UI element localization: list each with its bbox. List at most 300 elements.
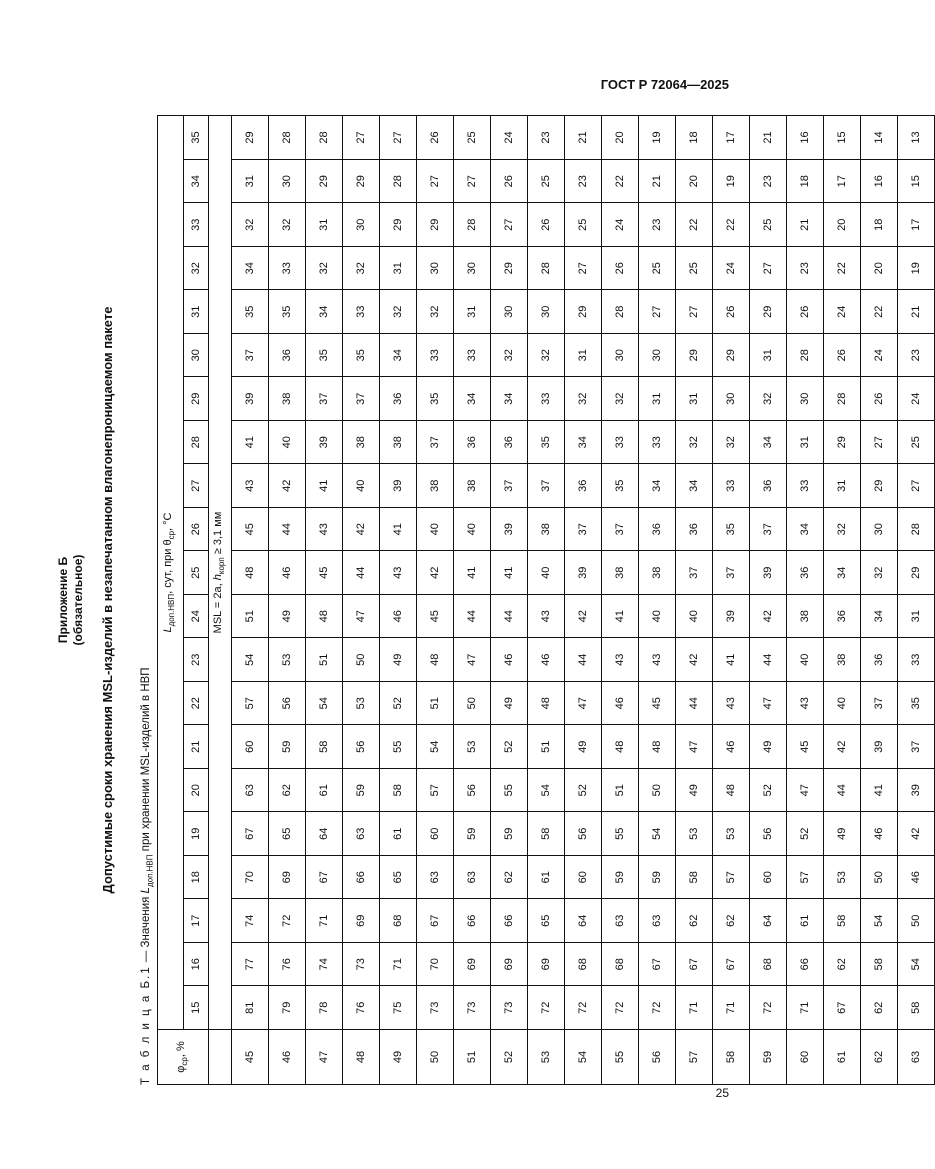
storage-days-cell: 47 xyxy=(565,682,602,726)
storage-days-cell: 29 xyxy=(676,334,713,378)
temperature-header-cell: 19 xyxy=(184,812,209,856)
storage-days-cell: 38 xyxy=(454,464,491,508)
group-header-symbol-sub: доп.НВП xyxy=(167,593,177,627)
storage-days-cell: 27 xyxy=(861,421,898,465)
table-row xyxy=(639,116,676,1085)
table-row xyxy=(528,116,565,1085)
storage-days-cell: 34 xyxy=(750,421,787,465)
storage-days-cell: 29 xyxy=(343,160,380,204)
storage-days-cell: 27 xyxy=(639,290,676,334)
storage-days-cell: 39 xyxy=(380,464,417,508)
storage-days-cell: 37 xyxy=(602,508,639,552)
storage-days-cell: 24 xyxy=(861,334,898,378)
storage-days-cell: 26 xyxy=(528,203,565,247)
storage-days-cell: 67 xyxy=(417,899,454,943)
storage-days-cell: 16 xyxy=(787,116,824,160)
phi-symbol: φ xyxy=(174,1065,187,1073)
table-row xyxy=(750,116,787,1085)
storage-days-cell: 74 xyxy=(232,899,269,943)
storage-days-cell: 55 xyxy=(491,769,528,813)
storage-days-cell: 40 xyxy=(824,682,861,726)
storage-days-cell: 45 xyxy=(787,725,824,769)
storage-days-cell: 44 xyxy=(269,508,306,552)
storage-days-cell: 60 xyxy=(565,856,602,900)
storage-days-cell: 32 xyxy=(269,203,306,247)
storage-days-cell: 36 xyxy=(787,551,824,595)
storage-days-cell: 66 xyxy=(491,899,528,943)
storage-days-cell: 14 xyxy=(861,116,898,160)
storage-days-cell: 31 xyxy=(454,290,491,334)
storage-days-cell: 45 xyxy=(306,551,343,595)
storage-days-cell: 37 xyxy=(306,377,343,421)
storage-days-cell: 50 xyxy=(639,769,676,813)
storage-days-cell: 30 xyxy=(861,508,898,552)
storage-days-cell: 37 xyxy=(750,508,787,552)
storage-days-cell: 49 xyxy=(824,812,861,856)
table-header-row-group xyxy=(158,116,184,1085)
temperature-group-header xyxy=(158,116,184,1030)
storage-days-cell: 48 xyxy=(639,725,676,769)
storage-days-cell: 52 xyxy=(750,769,787,813)
storage-days-cell: 76 xyxy=(269,943,306,987)
storage-days-cell: 53 xyxy=(269,638,306,682)
storage-days-cell: 49 xyxy=(750,725,787,769)
storage-days-cell: 58 xyxy=(861,943,898,987)
storage-days-cell: 70 xyxy=(232,856,269,900)
storage-days-cell: 30 xyxy=(343,203,380,247)
storage-days-cell: 29 xyxy=(713,334,750,378)
group-header-theta-sub: ср xyxy=(167,530,177,540)
storage-days-cell: 41 xyxy=(454,551,491,595)
storage-days-cell: 40 xyxy=(417,508,454,552)
storage-days-cell: 70 xyxy=(417,943,454,987)
storage-days-cell: 67 xyxy=(824,986,861,1030)
storage-days-cell: 33 xyxy=(787,464,824,508)
storage-days-cell: 24 xyxy=(602,203,639,247)
storage-days-cell: 36 xyxy=(861,638,898,682)
storage-days-cell: 20 xyxy=(861,247,898,291)
storage-days-cell: 64 xyxy=(750,899,787,943)
storage-days-cell: 26 xyxy=(861,377,898,421)
storage-days-cell: 26 xyxy=(491,160,528,204)
storage-days-cell: 71 xyxy=(380,943,417,987)
storage-days-cell: 39 xyxy=(491,508,528,552)
storage-days-cell: 30 xyxy=(639,334,676,378)
storage-days-cell: 32 xyxy=(417,290,454,334)
storage-days-cell: 42 xyxy=(565,595,602,639)
storage-days-cell: 53 xyxy=(454,725,491,769)
storage-days-cell: 22 xyxy=(824,247,861,291)
phi-value-cell: 47 xyxy=(306,1030,343,1085)
table-caption-symbol-sub: доп.НВП xyxy=(145,854,155,888)
storage-days-cell: 73 xyxy=(454,986,491,1030)
storage-days-cell: 39 xyxy=(565,551,602,595)
storage-days-cell: 33 xyxy=(528,377,565,421)
storage-days-cell: 69 xyxy=(491,943,528,987)
storage-days-cell: 68 xyxy=(380,899,417,943)
storage-days-cell: 41 xyxy=(602,595,639,639)
table-row xyxy=(232,116,269,1085)
storage-days-cell: 34 xyxy=(676,464,713,508)
storage-days-cell: 25 xyxy=(454,116,491,160)
storage-days-cell: 74 xyxy=(306,943,343,987)
storage-days-cell: 44 xyxy=(454,595,491,639)
storage-days-cell: 45 xyxy=(417,595,454,639)
storage-days-cell: 22 xyxy=(676,203,713,247)
storage-days-cell: 73 xyxy=(491,986,528,1030)
storage-days-cell: 36 xyxy=(824,595,861,639)
storage-days-cell: 48 xyxy=(417,638,454,682)
storage-days-cell: 37 xyxy=(861,682,898,726)
storage-days-cell: 43 xyxy=(380,551,417,595)
storage-days-cell: 34 xyxy=(861,595,898,639)
storage-days-cell: 18 xyxy=(787,160,824,204)
temperature-header-cell: 21 xyxy=(184,725,209,769)
storage-days-cell: 62 xyxy=(269,769,306,813)
storage-days-cell: 38 xyxy=(824,638,861,682)
storage-days-cell: 37 xyxy=(491,464,528,508)
storage-days-cell: 22 xyxy=(861,290,898,334)
group-header-mid: , сут, при θ xyxy=(162,539,175,594)
storage-days-cell: 34 xyxy=(491,377,528,421)
storage-days-cell: 42 xyxy=(269,464,306,508)
storage-days-cell: 43 xyxy=(787,682,824,726)
storage-days-cell: 35 xyxy=(602,464,639,508)
phi-column-header xyxy=(158,1030,209,1085)
table-row xyxy=(269,116,306,1085)
table-row xyxy=(417,116,454,1085)
storage-days-cell: 23 xyxy=(528,116,565,160)
storage-days-cell: 23 xyxy=(750,160,787,204)
storage-days-cell: 38 xyxy=(380,421,417,465)
storage-days-cell: 39 xyxy=(898,769,935,813)
storage-days-cell: 30 xyxy=(454,247,491,291)
storage-days-cell: 49 xyxy=(491,682,528,726)
table-row xyxy=(713,116,750,1085)
storage-days-cell: 25 xyxy=(565,203,602,247)
storage-days-cell: 36 xyxy=(269,334,306,378)
temperature-header-cell: 29 xyxy=(184,377,209,421)
phi-value-cell: 46 xyxy=(269,1030,306,1085)
phi-value-cell: 54 xyxy=(565,1030,602,1085)
storage-days-cell: 35 xyxy=(343,334,380,378)
storage-days-cell: 52 xyxy=(787,812,824,856)
storage-days-cell: 59 xyxy=(491,812,528,856)
storage-days-cell: 41 xyxy=(232,421,269,465)
storage-days-cell: 21 xyxy=(750,116,787,160)
storage-days-cell: 29 xyxy=(898,551,935,595)
appendix-label: Приложение Б xyxy=(56,556,70,644)
storage-days-cell: 29 xyxy=(861,464,898,508)
storage-days-cell: 23 xyxy=(639,203,676,247)
phi-value-cell: 58 xyxy=(713,1030,750,1085)
storage-days-cell: 18 xyxy=(861,203,898,247)
table-row xyxy=(824,116,861,1085)
storage-days-cell: 54 xyxy=(861,899,898,943)
storage-days-cell: 51 xyxy=(602,769,639,813)
temperature-header-cell: 23 xyxy=(184,638,209,682)
storage-days-cell: 29 xyxy=(306,160,343,204)
storage-days-cell: 28 xyxy=(898,508,935,552)
storage-days-cell: 41 xyxy=(380,508,417,552)
temperature-header-cell: 17 xyxy=(184,899,209,943)
storage-days-cell: 69 xyxy=(269,856,306,900)
storage-days-cell: 31 xyxy=(306,203,343,247)
storage-days-cell: 40 xyxy=(269,421,306,465)
storage-days-cell: 30 xyxy=(528,290,565,334)
storage-days-cell: 67 xyxy=(713,943,750,987)
storage-days-cell: 35 xyxy=(269,290,306,334)
storage-days-cell: 15 xyxy=(824,116,861,160)
temperature-header-cell: 22 xyxy=(184,682,209,726)
storage-days-cell: 34 xyxy=(787,508,824,552)
storage-days-cell: 72 xyxy=(750,986,787,1030)
storage-days-cell: 44 xyxy=(750,638,787,682)
storage-days-cell: 62 xyxy=(491,856,528,900)
storage-days-cell: 31 xyxy=(787,421,824,465)
storage-days-cell: 44 xyxy=(491,595,528,639)
storage-days-cell: 31 xyxy=(750,334,787,378)
storage-days-cell: 56 xyxy=(565,812,602,856)
storage-days-cell: 28 xyxy=(454,203,491,247)
storage-days-cell: 31 xyxy=(232,160,269,204)
storage-days-cell: 53 xyxy=(824,856,861,900)
storage-days-cell: 23 xyxy=(898,334,935,378)
storage-time-table xyxy=(157,115,935,1085)
msl-condition-row xyxy=(209,116,232,1085)
storage-days-cell: 32 xyxy=(824,508,861,552)
storage-days-cell: 36 xyxy=(380,377,417,421)
storage-days-cell: 67 xyxy=(639,943,676,987)
storage-days-cell: 64 xyxy=(565,899,602,943)
storage-days-cell: 56 xyxy=(343,725,380,769)
storage-days-cell: 27 xyxy=(898,464,935,508)
storage-days-cell: 52 xyxy=(380,682,417,726)
storage-days-cell: 57 xyxy=(232,682,269,726)
table-row xyxy=(565,116,602,1085)
temperature-header-cell: 30 xyxy=(184,334,209,378)
storage-days-cell: 44 xyxy=(565,638,602,682)
storage-days-cell: 21 xyxy=(639,160,676,204)
storage-days-cell: 49 xyxy=(269,595,306,639)
storage-days-cell: 46 xyxy=(898,856,935,900)
storage-days-cell: 47 xyxy=(343,595,380,639)
storage-days-cell: 66 xyxy=(454,899,491,943)
storage-days-cell: 60 xyxy=(750,856,787,900)
storage-days-cell: 38 xyxy=(343,421,380,465)
storage-days-cell: 40 xyxy=(639,595,676,639)
storage-days-cell: 20 xyxy=(602,116,639,160)
storage-days-cell: 42 xyxy=(898,812,935,856)
storage-days-cell: 75 xyxy=(380,986,417,1030)
storage-days-cell: 42 xyxy=(343,508,380,552)
storage-days-cell: 34 xyxy=(454,377,491,421)
storage-days-cell: 76 xyxy=(343,986,380,1030)
storage-days-cell: 63 xyxy=(639,899,676,943)
storage-days-cell: 72 xyxy=(528,986,565,1030)
phi-value-cell: 63 xyxy=(898,1030,935,1085)
storage-days-cell: 37 xyxy=(528,464,565,508)
storage-days-cell: 65 xyxy=(380,856,417,900)
storage-days-cell: 36 xyxy=(565,464,602,508)
storage-days-cell: 20 xyxy=(824,203,861,247)
storage-days-cell: 71 xyxy=(713,986,750,1030)
storage-days-cell: 27 xyxy=(491,203,528,247)
storage-days-cell: 29 xyxy=(824,421,861,465)
msl-condition-cell xyxy=(209,116,232,1030)
storage-days-cell: 68 xyxy=(602,943,639,987)
storage-days-cell: 61 xyxy=(306,769,343,813)
storage-time-table-body xyxy=(158,116,935,1085)
storage-days-cell: 20 xyxy=(676,160,713,204)
storage-days-cell: 73 xyxy=(343,943,380,987)
storage-days-cell: 38 xyxy=(528,508,565,552)
storage-days-cell: 43 xyxy=(306,508,343,552)
storage-days-cell: 40 xyxy=(454,508,491,552)
msl-suffix: ≥ 3,1 мм xyxy=(211,511,224,558)
storage-days-cell: 26 xyxy=(787,290,824,334)
storage-days-cell: 28 xyxy=(824,377,861,421)
storage-days-cell: 43 xyxy=(639,638,676,682)
storage-days-cell: 43 xyxy=(713,682,750,726)
storage-days-cell: 60 xyxy=(417,812,454,856)
storage-days-cell: 44 xyxy=(343,551,380,595)
storage-days-cell: 32 xyxy=(232,203,269,247)
storage-days-cell: 44 xyxy=(676,682,713,726)
storage-days-cell: 13 xyxy=(898,116,935,160)
storage-days-cell: 49 xyxy=(380,638,417,682)
storage-days-cell: 38 xyxy=(417,464,454,508)
storage-days-cell: 63 xyxy=(232,769,269,813)
phi-value-cell: 48 xyxy=(343,1030,380,1085)
storage-days-cell: 23 xyxy=(565,160,602,204)
phi-value-cell: 56 xyxy=(639,1030,676,1085)
storage-days-cell: 67 xyxy=(306,856,343,900)
storage-days-cell: 58 xyxy=(380,769,417,813)
storage-days-cell: 31 xyxy=(565,334,602,378)
storage-days-cell: 26 xyxy=(417,116,454,160)
storage-days-cell: 33 xyxy=(269,247,306,291)
phi-value-cell: 50 xyxy=(417,1030,454,1085)
storage-days-cell: 81 xyxy=(232,986,269,1030)
storage-days-cell: 57 xyxy=(417,769,454,813)
storage-days-cell: 33 xyxy=(898,638,935,682)
storage-days-cell: 61 xyxy=(787,899,824,943)
storage-days-cell: 62 xyxy=(861,986,898,1030)
table-row xyxy=(898,116,935,1085)
storage-days-cell: 17 xyxy=(898,203,935,247)
storage-days-cell: 32 xyxy=(343,247,380,291)
storage-days-cell: 19 xyxy=(639,116,676,160)
storage-days-cell: 28 xyxy=(306,116,343,160)
storage-days-cell: 59 xyxy=(602,856,639,900)
storage-days-cell: 40 xyxy=(787,638,824,682)
msl-prefix: MSL = 2a, xyxy=(211,580,224,634)
storage-days-cell: 53 xyxy=(676,812,713,856)
storage-days-cell: 36 xyxy=(750,464,787,508)
storage-days-cell: 63 xyxy=(417,856,454,900)
storage-days-cell: 72 xyxy=(269,899,306,943)
storage-days-cell: 58 xyxy=(528,812,565,856)
storage-days-cell: 71 xyxy=(676,986,713,1030)
storage-days-cell: 46 xyxy=(491,638,528,682)
storage-days-cell: 56 xyxy=(269,682,306,726)
storage-days-cell: 41 xyxy=(713,638,750,682)
storage-days-cell: 57 xyxy=(787,856,824,900)
storage-days-cell: 31 xyxy=(676,377,713,421)
storage-days-cell: 56 xyxy=(454,769,491,813)
storage-days-cell: 35 xyxy=(232,290,269,334)
storage-days-cell: 46 xyxy=(602,682,639,726)
storage-days-cell: 27 xyxy=(343,116,380,160)
storage-days-cell: 31 xyxy=(824,464,861,508)
storage-days-cell: 61 xyxy=(528,856,565,900)
storage-days-cell: 27 xyxy=(454,160,491,204)
storage-days-cell: 34 xyxy=(565,421,602,465)
storage-days-cell: 38 xyxy=(639,551,676,595)
temperature-header-cell: 35 xyxy=(184,116,209,160)
storage-days-cell: 32 xyxy=(750,377,787,421)
table-row xyxy=(602,116,639,1085)
storage-days-cell: 42 xyxy=(824,725,861,769)
storage-days-cell: 63 xyxy=(454,856,491,900)
storage-days-cell: 59 xyxy=(269,725,306,769)
storage-days-cell: 53 xyxy=(713,812,750,856)
table-row xyxy=(380,116,417,1085)
phi-value-cell: 49 xyxy=(380,1030,417,1085)
phi-value-cell: 57 xyxy=(676,1030,713,1085)
storage-days-cell: 24 xyxy=(491,116,528,160)
storage-days-cell: 25 xyxy=(528,160,565,204)
storage-days-cell: 59 xyxy=(454,812,491,856)
storage-days-cell: 72 xyxy=(602,986,639,1030)
storage-days-cell: 55 xyxy=(602,812,639,856)
storage-days-cell: 58 xyxy=(676,856,713,900)
storage-days-cell: 48 xyxy=(602,725,639,769)
storage-days-cell: 29 xyxy=(750,290,787,334)
storage-days-cell: 65 xyxy=(528,899,565,943)
table-row xyxy=(491,116,528,1085)
storage-days-cell: 78 xyxy=(306,986,343,1030)
phi-value-cell: 59 xyxy=(750,1030,787,1085)
storage-days-cell: 58 xyxy=(824,899,861,943)
storage-days-cell: 50 xyxy=(343,638,380,682)
storage-days-cell: 33 xyxy=(454,334,491,378)
storage-days-cell: 72 xyxy=(565,986,602,1030)
storage-days-cell: 34 xyxy=(639,464,676,508)
storage-days-cell: 45 xyxy=(639,682,676,726)
temperature-header-cell: 33 xyxy=(184,203,209,247)
appendix-title: Допустимые сроки хранения MSL-изделий в незапечатанном влагонепроницаемом пакете xyxy=(100,306,115,894)
storage-days-cell: 34 xyxy=(380,334,417,378)
storage-days-cell: 43 xyxy=(528,595,565,639)
storage-days-cell: 69 xyxy=(528,943,565,987)
temperature-header-cell: 20 xyxy=(184,769,209,813)
msl-h-symbol: h xyxy=(211,574,224,581)
storage-days-cell: 60 xyxy=(232,725,269,769)
storage-days-cell: 34 xyxy=(232,247,269,291)
storage-days-cell: 27 xyxy=(750,247,787,291)
storage-days-cell: 54 xyxy=(639,812,676,856)
storage-days-cell: 37 xyxy=(232,334,269,378)
storage-days-cell: 79 xyxy=(269,986,306,1030)
storage-days-cell: 48 xyxy=(528,682,565,726)
storage-days-cell: 71 xyxy=(306,899,343,943)
storage-days-cell: 22 xyxy=(602,160,639,204)
storage-days-cell: 24 xyxy=(824,290,861,334)
storage-days-cell: 46 xyxy=(380,595,417,639)
storage-days-cell: 47 xyxy=(787,769,824,813)
